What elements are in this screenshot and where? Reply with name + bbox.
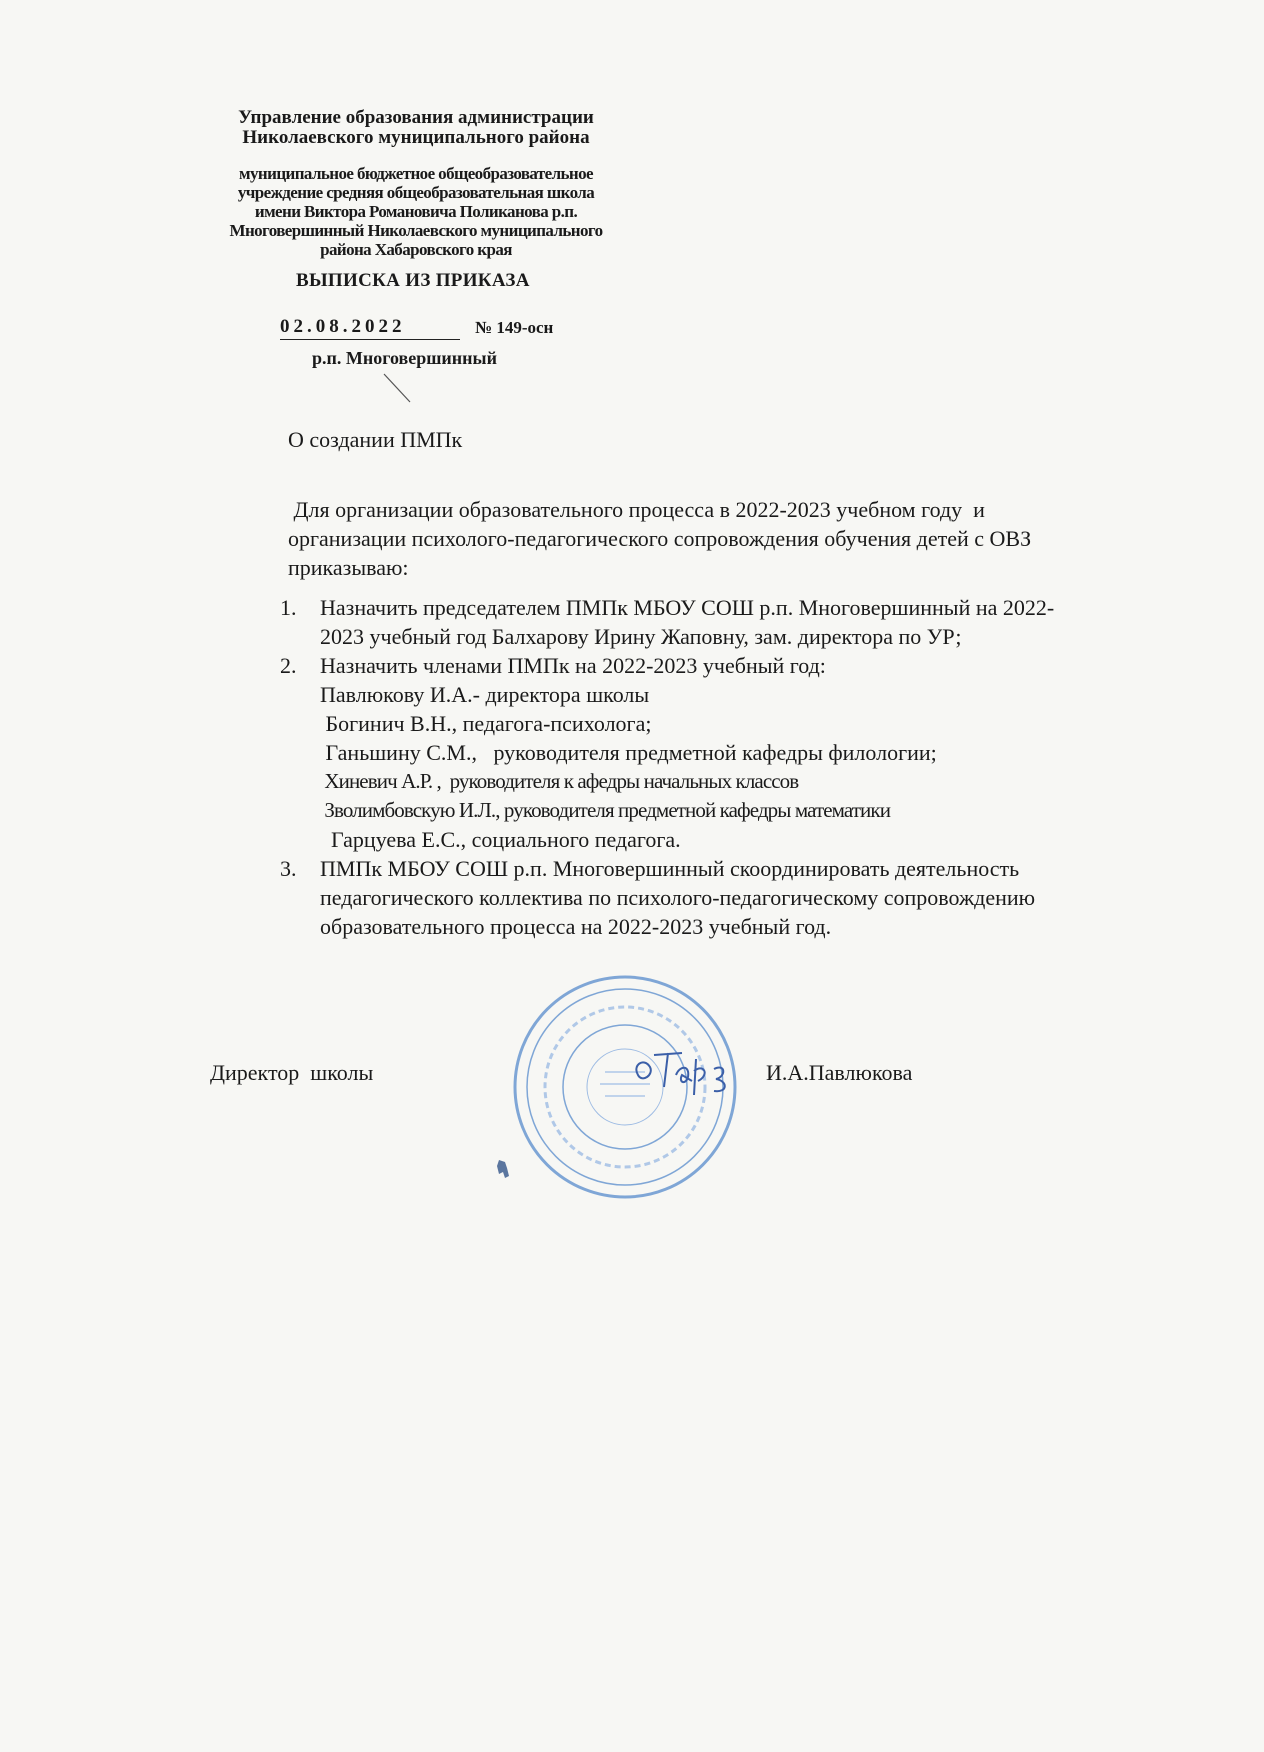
preamble-line: Для организации образовательного процесса в 2022-2023 учебном году и bbox=[288, 497, 985, 522]
school-line: района Хабаровского края bbox=[320, 240, 512, 259]
item-number: 2. bbox=[280, 653, 297, 678]
preamble bbox=[288, 495, 1168, 582]
order-subject: О создании ПМПк bbox=[288, 427, 463, 452]
item-line: педагогического коллектива по психолого-педагогическому сопровождению bbox=[320, 885, 1036, 910]
member-line: Богинич В.Н., педагога-психолога; bbox=[320, 711, 652, 736]
pen-stroke-mark bbox=[382, 372, 412, 404]
member-line: Зволимбовскую И.Л., руководителя предметной кафедры математики bbox=[320, 798, 891, 822]
order-date: 02.08.2022 bbox=[280, 316, 460, 340]
signatory-role: Директор школы bbox=[210, 1060, 374, 1085]
school-line: муниципальное бюджетное общеобразовательное bbox=[239, 164, 593, 183]
school-line: имени Виктора Романовича Поликанова р.п. bbox=[254, 202, 578, 221]
department-line-1: Управление образования администрации bbox=[238, 107, 594, 128]
item-line: 2023 учебный год Балхарову Ирину Жаповну, зам. директора по УР; bbox=[320, 624, 962, 649]
member-line: Ганьшину С.М., руководителя предметной кафедры филологии; bbox=[320, 740, 937, 765]
school-line: Многовершинный Николаевского муниципального bbox=[229, 221, 603, 240]
order-place: р.п. Многовершинный bbox=[312, 348, 497, 368]
member-line: Хиневич А.Р. , руководителя к афедры начальных классов bbox=[320, 769, 799, 793]
handwritten-signature bbox=[630, 1035, 740, 1105]
item-line: Назначить членами ПМПк на 2022-2023 учебный год: bbox=[320, 653, 826, 678]
item-line: образовательного процесса на 2022-2023 учебный год. bbox=[320, 914, 832, 939]
order-item-3 bbox=[280, 854, 1180, 941]
order-item-2 bbox=[280, 651, 1180, 854]
item-line: Назначить председателем ПМПк МБОУ СОШ р.п. Многовершинный на 2022- bbox=[320, 595, 1055, 620]
department-heading bbox=[196, 108, 636, 148]
signatory-name: И.А.Павлюкова bbox=[766, 1060, 913, 1085]
order-number: № 149-осн bbox=[475, 318, 554, 337]
ink-blot bbox=[495, 1158, 511, 1180]
document-type: ВЫПИСКА ИЗ ПРИКАЗА bbox=[296, 270, 530, 291]
school-heading bbox=[196, 164, 636, 259]
item-number: 1. bbox=[280, 595, 297, 620]
member-line: Павлюкову И.А.- директора школы bbox=[320, 682, 650, 707]
preamble-line: организации психолого-педагогического сопровождения обучения детей с ОВЗ bbox=[288, 526, 1032, 551]
item-line: ПМПк МБОУ СОШ р.п. Многовершинный скоординировать деятельность bbox=[320, 856, 1020, 881]
department-line-2: Николаевского муниципального района bbox=[242, 127, 590, 148]
school-line: учреждение средняя общеобразовательная школа bbox=[237, 183, 595, 202]
item-number: 3. bbox=[280, 856, 297, 881]
preamble-line: приказываю: bbox=[288, 555, 409, 580]
order-item-1 bbox=[280, 593, 1180, 651]
member-line: Гарцуева Е.С., социального педагога. bbox=[320, 827, 681, 852]
order-items bbox=[280, 593, 1180, 941]
